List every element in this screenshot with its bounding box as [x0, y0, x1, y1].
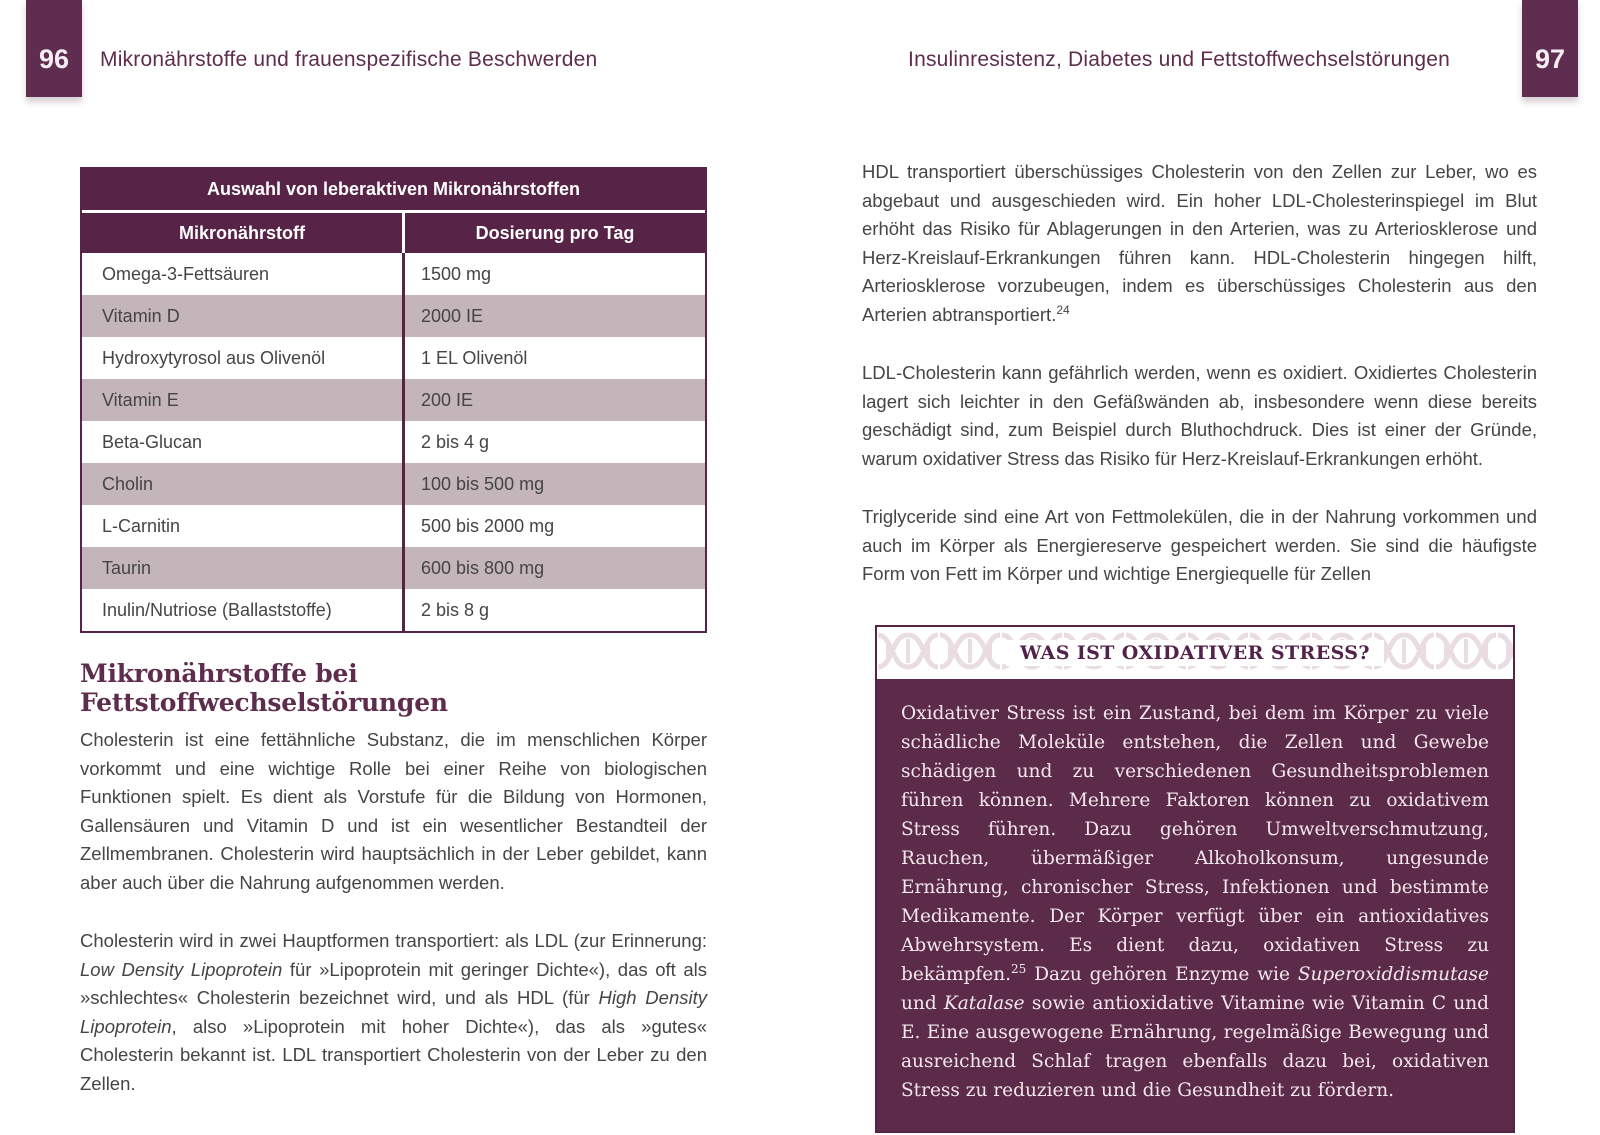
nutrient-name-cell: Hydroxytyrosol aus Olivenöl: [102, 347, 326, 368]
table-row: [82, 253, 705, 295]
table-body: [82, 253, 705, 631]
nutrient-name-cell: Vitamin D: [102, 305, 180, 326]
table-row: [82, 379, 705, 421]
running-header-right: Insulinresistenz, Diabetes und Fettstoffwechselstörungen: [908, 48, 1450, 71]
nutrient-name-cell: Beta-Glucan: [102, 431, 203, 452]
table-header-row: [82, 213, 705, 253]
table-row: [82, 337, 705, 379]
paragraph: Triglyceride sind eine Art von Fettmolekülen, die in der Nahrung vorkommen und auch im Körper als Energiereserve gespeichert werden. Sie sind die häufigste Form von Fett im Körper und wichtige Energiequelle für Zellen: [862, 506, 1537, 584]
table-row: [82, 547, 705, 589]
table-row: [82, 505, 705, 547]
nutrient-name-cell: Vitamin E: [102, 389, 179, 410]
dosage-cell: 200 IE: [402, 379, 705, 421]
dosage-cell: 2 bis 8 g: [402, 589, 705, 631]
nutrient-name-cell: Cholin: [102, 473, 154, 494]
table-title: Auswahl von leberaktiven Mikronährstoffen: [82, 169, 705, 213]
nutrient-table: [80, 167, 707, 633]
dosage-cell: 100 bis 500 mg: [402, 463, 705, 505]
infobox-oxidative-stress: [875, 625, 1515, 1133]
page-number-left: 96: [26, 0, 82, 97]
dosage-cell: 2 bis 4 g: [402, 421, 705, 463]
page-right-column: [862, 158, 1537, 1133]
infobox-title: WAS IST OXIDATIVER STRESS?: [1006, 640, 1384, 666]
column-header-nutrient: Mikronährstoff: [82, 213, 402, 253]
nutrient-name-cell: L-Carnitin: [102, 515, 181, 536]
paragraph: LDL-Cholesterin kann gefährlich werden, wenn es oxidiert. Oxidiertes Cholesterin lagert sich leichter in den Gefäßwänden ab, insbesondere wenn diese bereits geschädigt sind, zum Beispiel durch Bluthochdruck. Dies ist einer der Gründe, warum oxidativer Stress das Risiko für Herz-Kreislauf-Erkrankungen erhöht.: [862, 362, 1537, 469]
column-header-dosage: Dosierung pro Tag: [402, 213, 705, 253]
nutrient-name-cell: Inulin/Nutriose (Ballaststoffe): [102, 599, 332, 620]
dosage-cell: 1 EL Olivenöl: [402, 337, 705, 379]
infobox-header: [877, 627, 1513, 679]
paragraph: HDL transportiert überschüssiges Cholesterin von den Zellen zur Leber, wo es abgebaut und ausgeschieden wird. Ein hoher LDL-Cholesterinspiegel im Blut erhöht das Risiko für Ablagerungen in den Arterien, was zu Arteriosklerose und Herz-Kreislauf-Erkrankungen führen kann. HDL-Cholesterin hingegen hilft, Arteriosklerose vorzubeugen, indem es überschüssiges Cholesterin aus den Arterien abtransportiert.$^{24}$: [862, 161, 1537, 325]
nutrient-name-cell: Omega-3-Fettsäuren: [102, 263, 270, 284]
dosage-cell: 600 bis 800 mg: [402, 547, 705, 589]
table-row: [82, 421, 705, 463]
section-heading: Mikronährstoffe bei Fettstoffwechselstörungen: [80, 659, 448, 717]
page-number-right: 97: [1522, 0, 1578, 97]
paragraph: Cholesterin wird in zwei Hauptformen transportiert: als LDL (zur Erinnerung: Low Density Lipoprotein für »Lipoprotein mit geringer Dichte«), das oft als »schlechtes« Cholesterin bezeichnet wird, und als HDL (für High Density Lipoprotein, also »Lipoprotein mit hoher Dichte«), das als »gutes« Cholesterin bekannt ist. LDL transportiert Cholesterin von der Leber zu den Zellen.: [80, 930, 707, 1094]
table-row: [82, 589, 705, 631]
page-left-column: [80, 167, 707, 1117]
dosage-cell: 2000 IE: [402, 295, 705, 337]
table-row: [82, 463, 705, 505]
nutrient-name-cell: Taurin: [102, 557, 152, 578]
paragraph: Cholesterin ist eine fettähnliche Substanz, die im menschlichen Körper vorkommt und eine wichtige Rolle bei einer Reihe von biologischen Funktionen spielt. Es dient als Vorstufe für die Bildung von Hormonen, Gallensäuren und Vitamin D und ist ein wesentlicher Bestandteil der Zellmembranen. Cholesterin wird hauptsächlich in der Leber gebildet, kann aber auch über die Nahrung aufgenommen werden.: [80, 729, 707, 893]
table-row: [82, 295, 705, 337]
dosage-cell: 500 bis 2000 mg: [402, 505, 705, 547]
dosage-cell: 1500 mg: [402, 253, 705, 295]
running-header-left: Mikronährstoffe und frauenspezifische Beschwerden: [100, 48, 598, 71]
infobox-body: Oxidativer Stress ist ein Zustand, bei dem im Körper zu viele schädliche Moleküle entstehen, die Zellen und Gewebe schädigen und zu verschiedenen Gesundheitsproblemen führen können. Mehrere Faktoren können zu oxidativem Stress führen. Dazu gehören Umweltverschmutzung, Rauchen, übermäßiger Alkoholkonsum, ungesunde Ernährung, chronischer Stress, Infektionen und bestimmte Medikamente. Der Körper verfügt über ein antioxidatives Abwehrsystem. Es dient dazu, oxidativen Stress zu bekämpfen.$^{25}$ Dazu gehören Enzyme wie Superoxiddismutase und Katalase sowie antioxidative Vitamine wie Vitamin C und E. Eine ausgewogene Ernährung, regelmäßige Bewegung und ausreichend Schlaf tragen ebenfalls dazu bei, oxidativen Stress zu reduzieren und die Gesundheit zu fördern.: [877, 679, 1513, 1131]
